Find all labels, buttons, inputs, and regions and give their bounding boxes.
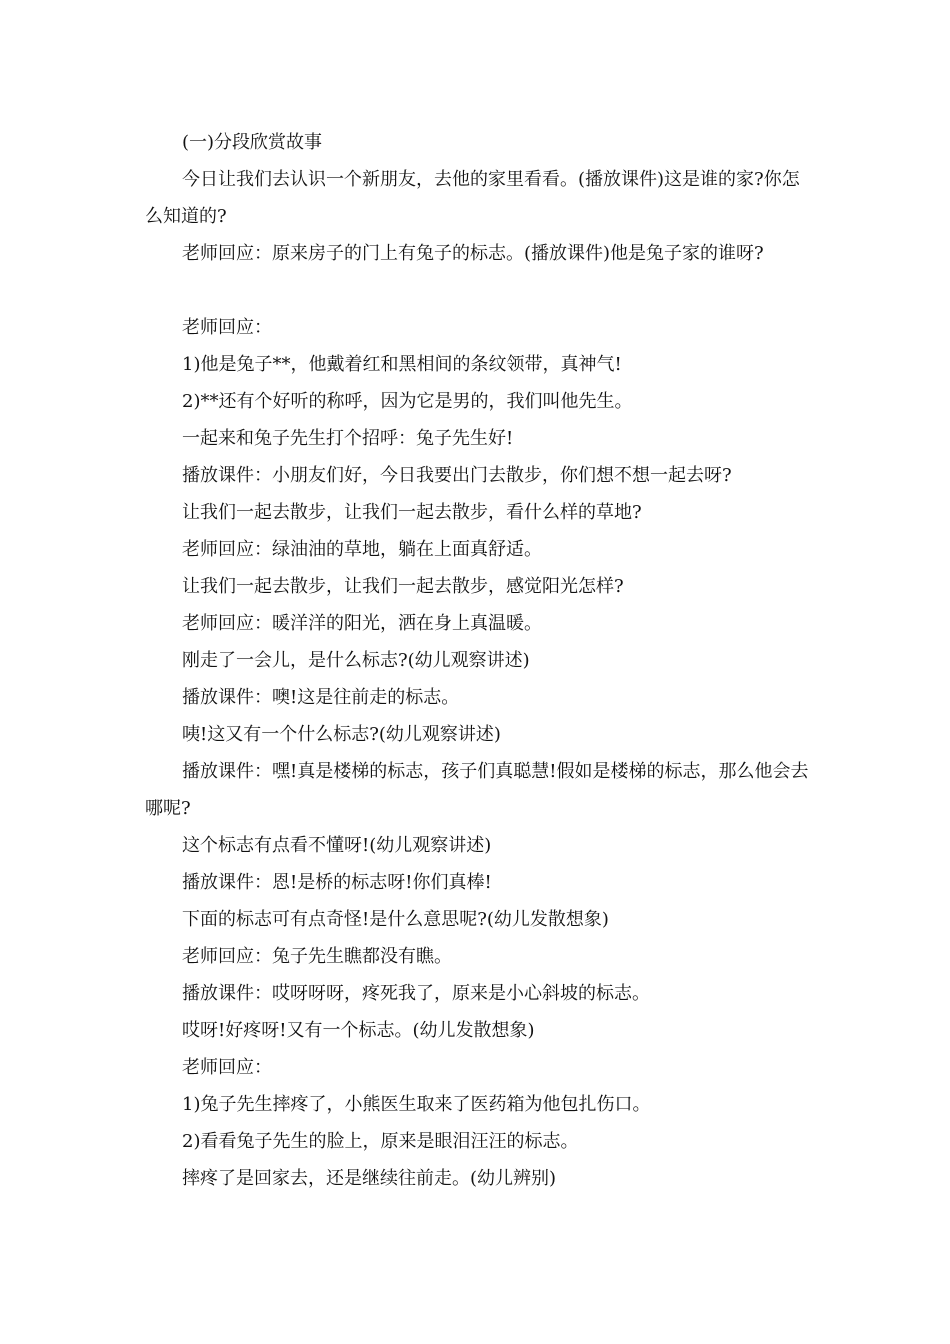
paragraph: 1)兔子先生摔疼了，小熊医生取来了医药箱为他包扎伤口。: [182, 1094, 651, 1115]
paragraph: 今日让我们去认识一个新朋友，去他的家里看看。(播放课件)这是谁的家?你怎么知道的?: [145, 169, 800, 227]
paragraph: 下面的标志可有点奇怪!是什么意思呢?(幼儿发散想象): [182, 909, 609, 930]
paragraph: 摔疼了是回家去，还是继续往前走。(幼儿辨别): [182, 1168, 557, 1189]
paragraph: 老师回应：: [182, 1057, 272, 1078]
paragraph: 播放课件：嘿!真是楼梯的标志，孩子们真聪慧!假如是楼梯的标志，那么他会去哪呢?: [145, 761, 809, 819]
paragraph: 这个标志有点看不懂呀!(幼儿观察讲述): [182, 835, 492, 856]
paragraph: 播放课件：小朋友们好，今日我要出门去散步，你们想不想一起去呀?: [182, 465, 732, 486]
paragraph: 让我们一起去散步，让我们一起去散步，看什么样的草地?: [182, 502, 642, 523]
paragraph: 老师回应：兔子先生瞧都没有瞧。: [182, 946, 452, 967]
paragraph: 哎呀!好疼呀!又有一个标志。(幼儿发散想象): [182, 1020, 535, 1041]
paragraph: 播放课件：恩!是桥的标志呀!你们真棒!: [182, 872, 492, 893]
document-body: [145, 124, 810, 1197]
paragraph: 老师回应：暖洋洋的阳光，洒在身上真温暖。: [182, 613, 542, 634]
paragraph: 播放课件：噢!这是往前走的标志。: [182, 687, 460, 708]
paragraph: 老师回应：绿油油的草地，躺在上面真舒适。: [182, 539, 542, 560]
blank-line: [145, 272, 810, 309]
paragraph: 刚走了一会儿，是什么标志?(幼儿观察讲述): [182, 650, 530, 671]
paragraph: 老师回应：原来房子的门上有兔子的标志。(播放课件)他是兔子家的谁呀?: [182, 243, 764, 264]
paragraph: 2)看看兔子先生的脸上，原来是眼泪汪汪的标志。: [182, 1131, 579, 1152]
section-heading: (一)分段欣赏故事: [182, 132, 323, 153]
paragraph: 2)**还有个好听的称呼，因为它是男的，我们叫他先生。: [182, 391, 633, 412]
paragraph: 1)他是兔子**，他戴着红和黑相间的条纹领带，真神气!: [182, 354, 622, 375]
paragraph: 一起来和兔子先生打个招呼：兔子先生好!: [182, 428, 514, 449]
paragraph: 播放课件：哎呀呀呀，疼死我了，原来是小心斜坡的标志。: [182, 983, 650, 1004]
paragraph: 咦!这又有一个什么标志?(幼儿观察讲述): [182, 724, 501, 745]
paragraph: 让我们一起去散步，让我们一起去散步，感觉阳光怎样?: [182, 576, 624, 597]
paragraph: 老师回应：: [182, 317, 272, 338]
